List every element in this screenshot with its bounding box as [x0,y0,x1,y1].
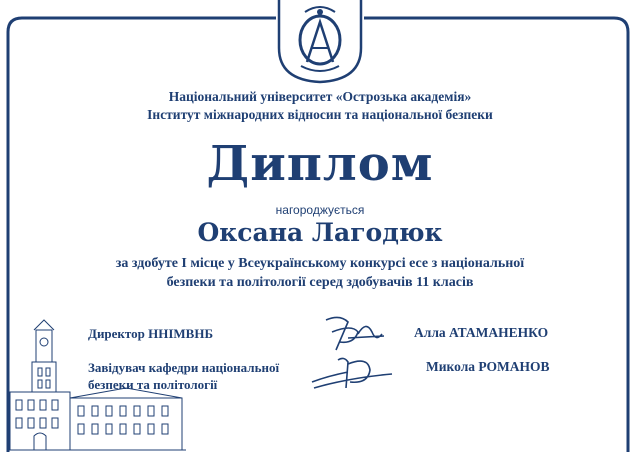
awarded-text: нагороджується [275,203,365,217]
recipient-name: Оксана Лагодюк [197,218,443,247]
signatory-1-name: Алла АТАМАНЕНКО [414,325,549,340]
signatory-1-position: Директор ННІМВНБ [88,326,214,341]
award-reason-line-1: за здобуте І місце у Всеукраїнському конкурсі есе з національної [115,256,525,271]
institute-name: Інститут міжнародних відносин та національної безпеки [147,107,493,122]
signature-2 [308,352,398,394]
signature-1 [318,312,388,354]
university-name: Національний університет «Острозька академія» [168,89,472,104]
signatory-2-position-line-1: Завідувач кафедри національної [88,360,280,375]
university-building-icon [8,318,188,453]
signatory-2-name: Микола РОМАНОВ [426,359,550,374]
ostroh-academy-emblem-icon [277,0,363,84]
award-reason-line-2: безпеки та політології серед здобувачів 11 класів [166,275,474,290]
signatory-2-position-line-2: безпеки та політології [88,377,218,392]
diploma-title: Диплом [206,136,434,192]
